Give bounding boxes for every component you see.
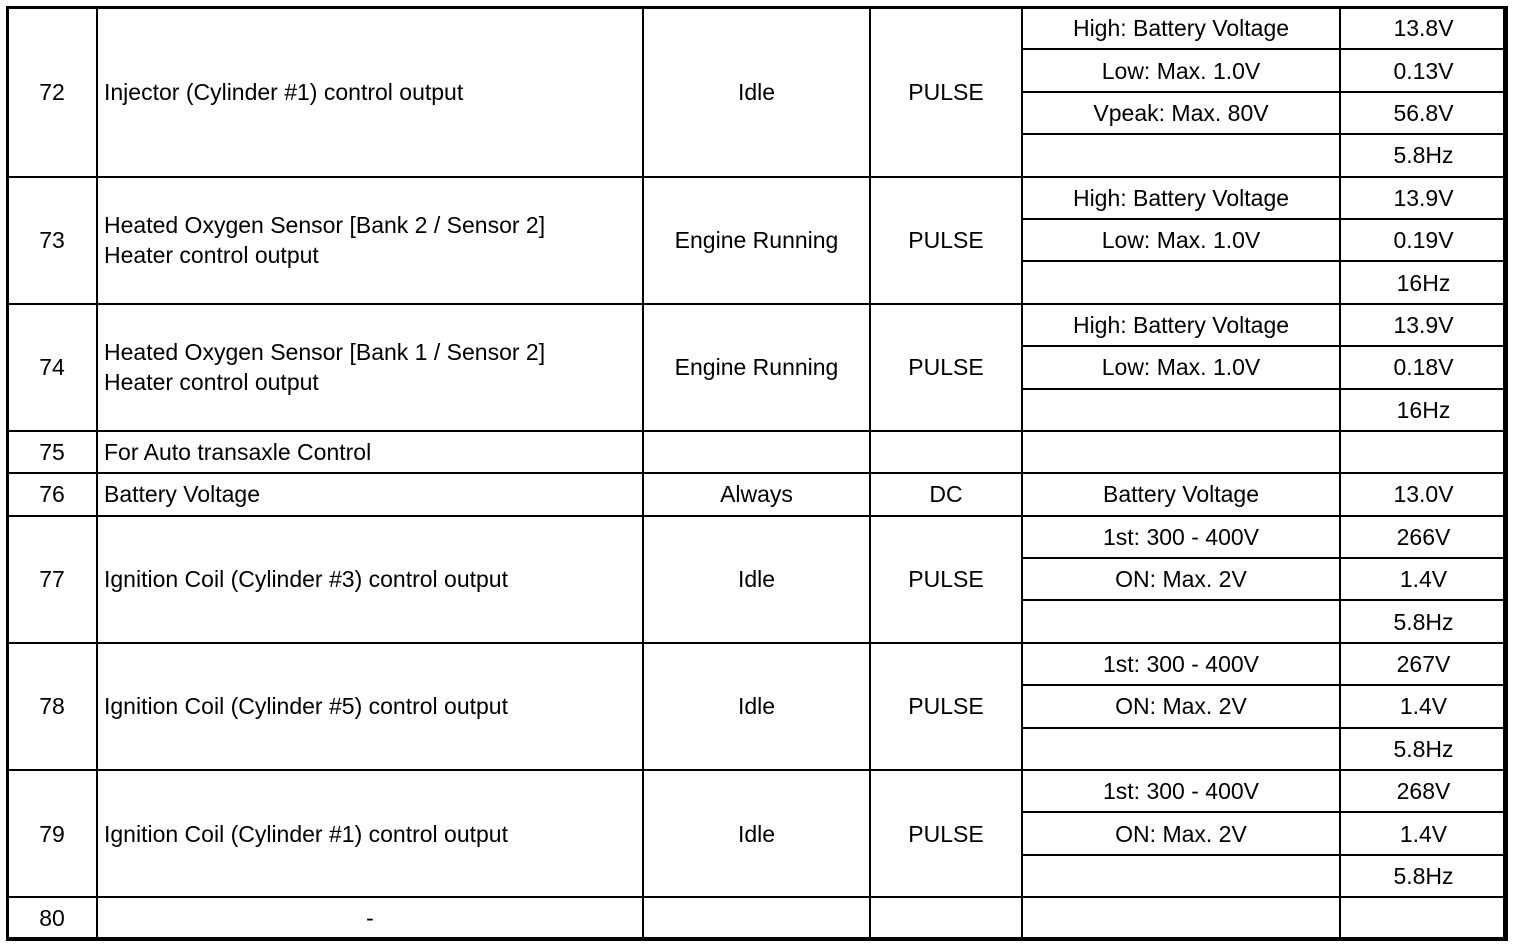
- condition-cell: Idle: [643, 516, 870, 643]
- spec-cell: High: Battery Voltage: [1022, 177, 1340, 219]
- signal-type-cell: PULSE: [870, 643, 1022, 770]
- spec-cell: High: Battery Voltage: [1022, 7, 1340, 49]
- pin-number: 72: [7, 7, 97, 177]
- condition-cell: Idle: [643, 643, 870, 770]
- description-line: For Auto transaxle Control: [104, 439, 372, 466]
- description-line: Heater control output: [104, 369, 319, 396]
- spec-cell: Low: Max. 1.0V: [1022, 219, 1340, 261]
- spec-cell: 1st: 300 - 400V: [1022, 770, 1340, 812]
- pin-number: 75: [7, 431, 97, 473]
- measured-value-cell: 5.8Hz: [1340, 855, 1507, 897]
- measured-value-cell: 5.8Hz: [1340, 728, 1507, 770]
- measured-value-cell: 267V: [1340, 643, 1507, 685]
- description-line: Heater control output: [104, 242, 319, 269]
- description-line: Ignition Coil (Cylinder #5) control output: [104, 693, 508, 720]
- measured-value-cell: 266V: [1340, 516, 1507, 558]
- description-line: -: [366, 905, 374, 932]
- pin-number: 79: [7, 770, 97, 897]
- measured-value-cell: 16Hz: [1340, 261, 1507, 303]
- condition-cell: Idle: [643, 7, 870, 177]
- pin-number: 80: [7, 897, 97, 939]
- spec-cell: 1st: 300 - 400V: [1022, 643, 1340, 685]
- pin-number: 76: [7, 473, 97, 515]
- description-line: Ignition Coil (Cylinder #1) control output: [104, 820, 508, 847]
- pin-number: 77: [7, 516, 97, 643]
- measured-value-cell: 0.13V: [1340, 49, 1507, 91]
- description-line: Injector (Cylinder #1) control output: [104, 78, 464, 105]
- measured-value-cell: 1.4V: [1340, 685, 1507, 727]
- measured-value-cell: 0.19V: [1340, 219, 1507, 261]
- measured-value-cell: 1.4V: [1340, 558, 1507, 600]
- description-line: Heated Oxygen Sensor [Bank 2 / Sensor 2]: [104, 212, 546, 239]
- spec-cell: Battery Voltage: [1022, 473, 1340, 515]
- pin-number: 74: [7, 304, 97, 431]
- measured-value-cell: 5.8Hz: [1340, 600, 1507, 642]
- measured-value-cell: 16Hz: [1340, 389, 1507, 431]
- condition-cell: Always: [643, 473, 870, 515]
- measured-value-cell: 268V: [1340, 770, 1507, 812]
- description-line: Heated Oxygen Sensor [Bank 1 / Sensor 2]: [104, 339, 546, 366]
- description-line: Ignition Coil (Cylinder #3) control output: [104, 566, 508, 593]
- condition-cell: Engine Running: [643, 177, 870, 304]
- pin-number: 78: [7, 643, 97, 770]
- spec-cell: ON: Max. 2V: [1022, 558, 1340, 600]
- spec-cell: 1st: 300 - 400V: [1022, 516, 1340, 558]
- spec-cell: Vpeak: Max. 80V: [1022, 92, 1340, 134]
- measured-value-cell: 13.8V: [1340, 7, 1507, 49]
- measured-value-cell: 1.4V: [1340, 812, 1507, 854]
- measured-value-cell: 5.8Hz: [1340, 134, 1507, 176]
- signal-type-cell: PULSE: [870, 177, 1022, 304]
- description-line: Battery Voltage: [104, 481, 260, 508]
- condition-cell: Idle: [643, 770, 870, 897]
- signal-type-cell: DC: [870, 473, 1022, 515]
- measured-value-cell: 13.0V: [1340, 473, 1507, 515]
- spec-cell: High: Battery Voltage: [1022, 304, 1340, 346]
- table-outer-border: [6, 6, 1506, 940]
- pin-number: 73: [7, 177, 97, 304]
- measured-value-cell: 13.9V: [1340, 177, 1507, 219]
- spec-cell: ON: Max. 2V: [1022, 685, 1340, 727]
- signal-type-cell: PULSE: [870, 516, 1022, 643]
- signal-type-cell: PULSE: [870, 7, 1022, 177]
- spec-cell: Low: Max. 1.0V: [1022, 49, 1340, 91]
- spec-cell: ON: Max. 2V: [1022, 812, 1340, 854]
- measured-value-cell: 13.9V: [1340, 304, 1507, 346]
- signal-type-cell: PULSE: [870, 770, 1022, 897]
- condition-cell: Engine Running: [643, 304, 870, 431]
- spec-cell: Low: Max. 1.0V: [1022, 346, 1340, 388]
- measured-value-cell: 0.18V: [1340, 346, 1507, 388]
- signal-type-cell: PULSE: [870, 304, 1022, 431]
- measured-value-cell: 56.8V: [1340, 92, 1507, 134]
